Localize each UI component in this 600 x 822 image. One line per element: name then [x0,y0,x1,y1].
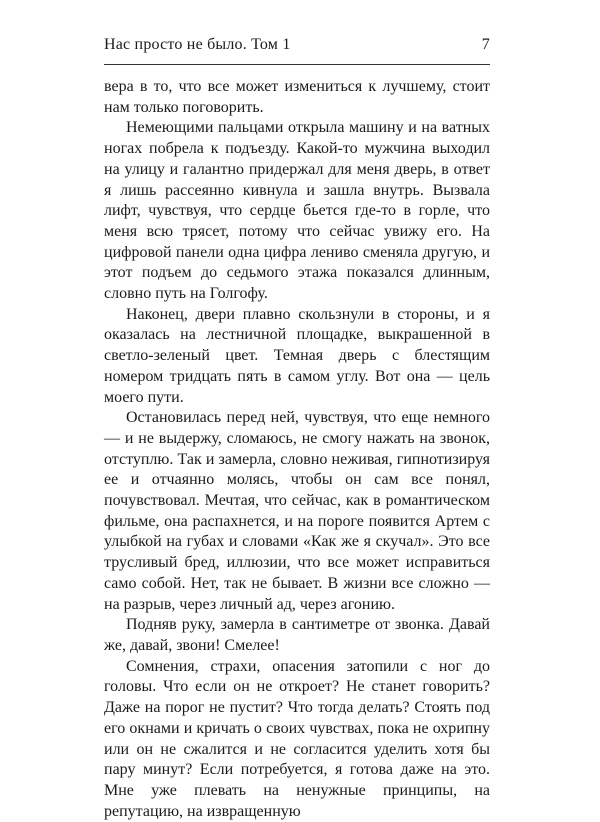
paragraph: вера в то, что все может измениться к лучшему, стоит нам только поговорить. [104,78,490,116]
paragraph: Сомнения, страхи, опасения затопили с ног до головы. Что если он не откроет? Не станет говорить? Даже на порог не пустит? Что тогда делать? Стоять под его окнами и кричать о своих чувствах, пока не охрипну или он не сжалится и не согласится уделить хотя бы пару минут? Если потребуется, я готова даже на это. Мне уже плевать на ненужные принципы, на репутацию, на извращенную [104,657,490,820]
running-title: Нас просто не было. Том 1 [104,36,291,53]
running-header [104,36,490,58]
paragraph: Подняв руку, замерла в сантиметре от звонка. Давай же, давай, звони! Смелее! [104,616,490,654]
header-rule [104,64,490,65]
page-number: 7 [481,36,490,53]
body-text [104,77,490,822]
paragraph: Наконец, двери плавно скользнули в стороны, и я оказалась на лестничной площадке, выкрашенной в светло-зеленый цвет. Темная дверь с блестящим номером тридцать пять в самом углу. Вот она — цель моего пути. [104,305,490,406]
paragraph: Остановилась перед ней, чувствуя, что еще немного — и не выдержу, сломаюсь, не смогу нажать на звонок, отступлю. Так и замерла, словно неживая, гипнотизируя ее и отчаянно молясь, чтобы он сам все понял, почувствовал. Мечтая, что сейчас, как в романтическом фильме, она распахнется, и на пороге появится Артем с улыбкой на губах и словами «Как же я скучал». Это все трусливый бред, иллюзии, что все может исправиться само собой. Нет, так не бывает. В жизни все сложно — на разрыв, через личный ад, через агонию. [104,409,490,613]
paragraph: Немеющими пальцами открыла машину и на ватных ногах побрела к подъезду. Какой-то мужчина выходил на улицу и галантно придержал для меня дверь, в ответ я лишь рассеянно кивнула и зашла внутрь. Вызвала лифт, чувствуя, что сердце бьется где-то в горле, что меня всю трясет, потому что сейчас увижу его. На цифровой панели одна цифра лениво сменяла другую, и этот подъем до седьмого этажа показался длинным, словно путь на Голгофу. [104,119,490,303]
